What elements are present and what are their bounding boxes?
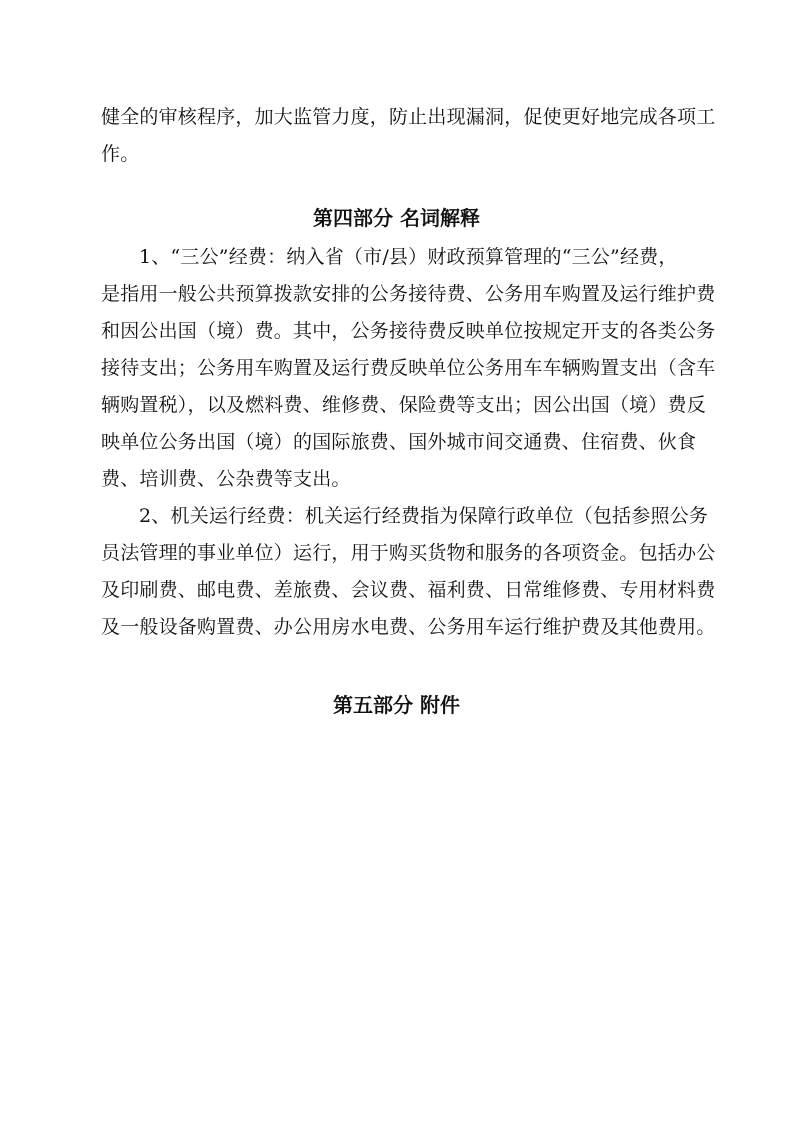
intro-line-1: 健全的审核程序，加大监管力度，防止出现漏洞，促使更好地完成各项工 (101, 106, 716, 128)
section-4-heading: 第四部分 名词解释 (313, 206, 480, 230)
item1-line-2: 是指用一般公共预算拨款安排的公务接待费、公务用车购置及运行维护费 (101, 283, 716, 305)
item1-line-4: 接待支出；公务用车购置及运行费反映单位公务用车车辆购置支出（含车 (101, 357, 716, 379)
item1-line-7: 费、培训费、公杂费等支出。 (101, 468, 351, 490)
item1-line-5: 辆购置税），以及燃料费、维修费、保险费等支出；因公出国（境）费反 (101, 394, 706, 416)
item1-line-1: 1、“三公”经费：纳入省（市/县）财政预算管理的“三公”经费， (139, 246, 678, 268)
item1-line-6: 映单位公务出国（境）的国际旅费、国外城市间交通费、住宿费、伙食 (101, 431, 697, 453)
item2-line-3: 及印刷费、邮电费、差旅费、会议费、福利费、日常维修费、专用材料费 (101, 579, 716, 601)
item2-line-1: 2、机关运行经费：机关运行经费指为保障行政单位（包括参照公务 (139, 505, 709, 527)
item2-line-2: 员法管理的事业单位）运行，用于购买货物和服务的各项资金。包括办公 (101, 542, 716, 564)
item1-line-3: 和因公出国（境）费。其中，公务接待费反映单位按规定开支的各类公务 (101, 320, 716, 342)
section-5-heading: 第五部分 附件 (333, 693, 460, 717)
intro-line-2: 作。 (101, 143, 140, 165)
item2-line-4: 及一般设备购置费、办公用房水电费、公务用车运行维护费及其他费用。 (101, 616, 716, 638)
